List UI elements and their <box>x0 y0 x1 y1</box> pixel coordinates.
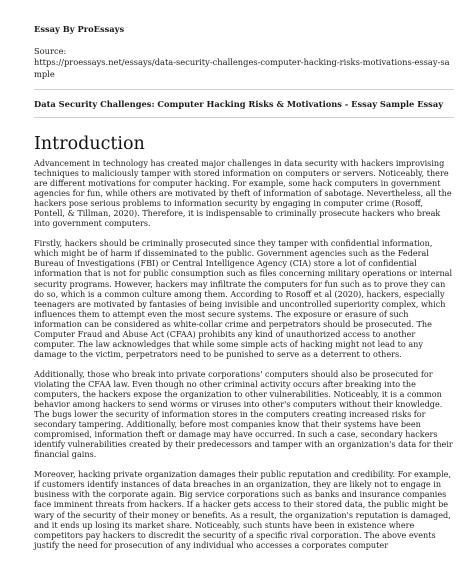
brand-label: Essay By ProEssays <box>34 24 125 34</box>
source-label: Source: <box>34 46 67 57</box>
paragraph: Advancement in technology has created major challenges in data security with hackers improvising techniques to maliciously tamper with stored information on computers or servers. Noticeably, there are different motivations for computer hacking. For example, some hack computers in government agencies for fun, while others are motivated by theft of information of sabotage. Nevertheless, all the hackers pose serious problems to information security by engaging in computer crime (Rosoff, Pontell, & Tillman, 2020). Therefore, it is indispensable to criminally prosecute hackers who break into government computers. <box>34 158 452 229</box>
section-heading: Introduction <box>34 134 145 154</box>
paragraph: Additionally, those who break into private corporations' computers should also be prosecuted for violating the CFAA law. Even though no other criminal activity occurs after breaking into the computers, the hackers expose the organization to other vulnerabilities. Noticeably, it is a common behavior among hackers to send worms or viruses into other's computers without their knowledge. The bugs lower the security of information stores in the computers creating increased risks for secondary tampering. Additionally, before most companies know that their systems have been compromised, information theft or damage may have occurred. In such a case, secondary hackers identify vulnerabilities created by their predecessors and tamper with an organization's data for their financial gains. <box>34 368 453 460</box>
paragraph: Firstly, hackers should be criminally prosecuted since they tamper with confidential information, which might be of harm if disseminated to the public. Government agencies such as the Federal Bureau of Investigations (FBI) or Central Intelligence Agency (CIA) store a lot of confidential information that is not for public consumption such as files concerning military operations or internal security programs. However, hackers may infiltrate the computers for fun such as to prove they can do so, which is a common culture among them. According to Rosoff et al (2020), hackers, especially teenagers are motivated by fantasies of being invisible and uncontrolled superiority complex, which influences them to attempt even the most secure systems. The exposure or erasure of such information can be considered as white-collar crime and perpetrators should be prosecuted. The Computer Fraud and Abuse Act (CFAA) prohibits any kind of unauthorized access to another computer. The law acknowledges that while some simple acts of hacking might not lead to any damage to the victim, perpetrators need to be punished to serve as a deterrent to others. <box>34 238 453 359</box>
divider-bottom <box>34 117 454 118</box>
essay-title: Data Security Challenges: Computer Hacking Risks & Motivations - Essay Sample Essay <box>34 99 444 109</box>
paragraph: Moreover, hacking private organization damages their public reputation and credibility. For example, if customers identify instances of data breaches in an organization, they are likely not to engage in business with the corporate again. Big service corporations such as banks and insurance companies face imminent threats from hackers. If a hacker gets access to their stored data, the public might be wary of the security of their money or benefits. As a result, the organization's reputation is damaged, and it ends up losing its market share. Noticeably, such stunts have been in existence where competitors pay hackers to discredit the security of a specific rival corporation. The above events justify the need for prosecution of any individual who accesses a corporates computer <box>34 469 452 550</box>
source-url: https://proessays.net/essays/data-security-challenges-computer-hacking-risks-motivations-essay-sample <box>34 57 450 79</box>
divider-top <box>34 89 454 90</box>
source-block <box>34 24 454 80</box>
essay-body <box>34 158 455 560</box>
